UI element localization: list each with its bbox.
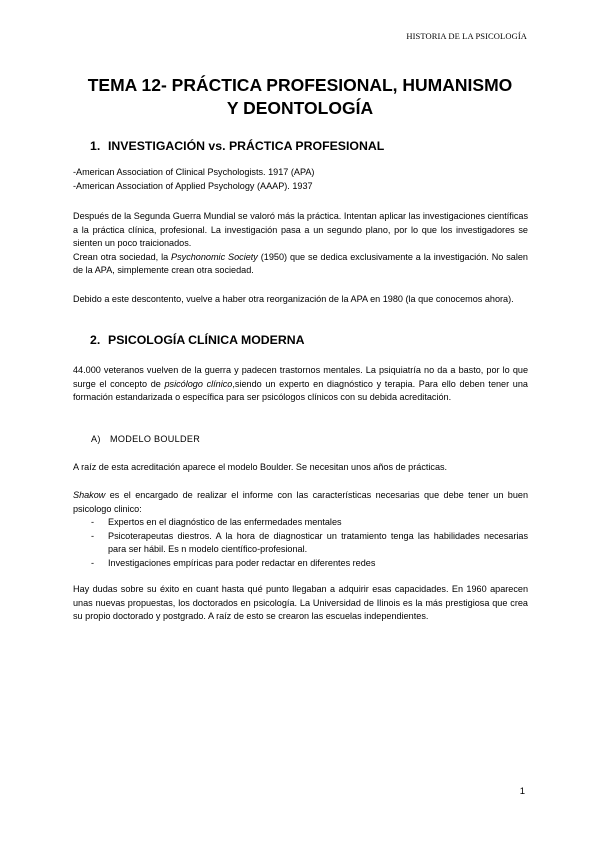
list-item xyxy=(91,530,528,557)
italic-run: Psychonomic Society xyxy=(171,251,258,262)
paragraph-text: Debido a este descontento, vuelve a haber otra reorganización de la APA en 1980 (la que conocemos ahora). xyxy=(73,294,514,304)
bullet-marker: - xyxy=(91,517,95,527)
bullet-marker: - xyxy=(91,557,95,568)
text-run: ,siendo un experto en diagnóstico y terapia. Para ello deben tener una formación estandarizada o específica para ser psicólogos clínicos con su debida acreditación. xyxy=(73,378,528,403)
italic-run: Shakow xyxy=(73,490,106,500)
paragraph-text: Después de la Segunda Guerra Mundial se valoró más la práctica. Intentan aplicar las investigaciones científicas a la práctica clínica, profesional. La investigación pasa a un segundo plano, por lo que los investigadores se sienten un poco traicionados. xyxy=(73,211,528,249)
section-2-number: 2. xyxy=(90,333,101,347)
section-1-number: 1. xyxy=(90,139,101,153)
section-2-heading xyxy=(90,333,305,347)
association-apa: -American Association of Clinical Psychologists. 1917 (APA) xyxy=(73,167,315,177)
section-1-paragraph-2 xyxy=(73,293,528,307)
subsection-label: A) xyxy=(91,434,101,444)
title-line-2: Y DEONTOLOGÍA xyxy=(226,98,374,118)
subsection-title: MODELO BOULDER xyxy=(110,434,201,444)
section-1-title: INVESTIGACIÓN vs. PRÁCTICA PROFESIONAL xyxy=(108,139,385,153)
section-2-paragraph-2 xyxy=(73,461,528,475)
section-2-paragraph-4 xyxy=(73,583,528,624)
list-item-text: Psicoterapeutas diestros. A la hora de diagnosticar un tratamiento tenga las habilidades necesarias para ser hábil. Es n modelo científico-profesional. xyxy=(108,530,528,555)
text-run: Crean otra sociedad, la xyxy=(73,251,172,262)
association-aaap: -American Association of Applied Psychology (AAAP). 1937 xyxy=(73,180,313,191)
running-header: HISTORIA DE LA PSICOLOGÍA xyxy=(406,31,527,41)
section-1-paragraph-1 xyxy=(73,210,528,278)
italic-run: psicólogo clínico xyxy=(164,378,233,389)
section-2-title: PSICOLOGÍA CLÍNICA MODERNA xyxy=(108,333,305,347)
bullet-marker: - xyxy=(91,530,95,541)
text-run: 44.000 veteranos vuelven de la guerra y padecen trastornos mentales. La psiquiatría no da a basto, por lo que surge el concepto de xyxy=(73,365,528,389)
list-item-text: Investigaciones empíricas para poder redactar en diferentes redes xyxy=(108,557,376,568)
association-list xyxy=(73,166,528,193)
title-line-1: TEMA 12- PRÁCTICA PROFESIONAL, HUMANISMO xyxy=(87,75,513,95)
subsection-heading xyxy=(91,434,200,444)
paragraph-text xyxy=(73,489,528,516)
list-item-text: Expertos en el diagnóstico de las enfermedades mentales xyxy=(108,517,342,527)
text-run: es el encargado de realizar el informe con las características necesarias que debe tener un buen psicologo clinico: xyxy=(73,490,528,514)
text-run: (1950) que se dedica exclusivamente a la investigación. No salen de la APA, simplemente crean otra sociedad. xyxy=(73,251,528,276)
list-item xyxy=(91,516,528,530)
list-item xyxy=(91,557,528,571)
paragraph-text xyxy=(73,364,528,405)
page-number: 1 xyxy=(519,786,525,797)
section-1-heading xyxy=(90,139,384,153)
paragraph-text: Hay dudas sobre su éxito en cuant hasta qué punto llegaban a adquirir esas capacidades. En 1960 aparecen unas nuevas propuestas, los doctorados en psicología. La Universidad de Ilinois es la más prestigiosa que crea su propio doctorado y postgrado. A raíz de esto se crearon las escuelas independientes. xyxy=(73,584,528,622)
page-title xyxy=(70,74,530,120)
paragraph-text xyxy=(73,251,528,278)
section-2-paragraph-3 xyxy=(73,489,528,516)
paragraph-text: A raíz de esta acreditación aparece el modelo Boulder. Se necesitan unos años de prácticas. xyxy=(73,462,448,472)
section-2-paragraph-1 xyxy=(73,364,528,405)
requirements-list xyxy=(91,516,528,570)
